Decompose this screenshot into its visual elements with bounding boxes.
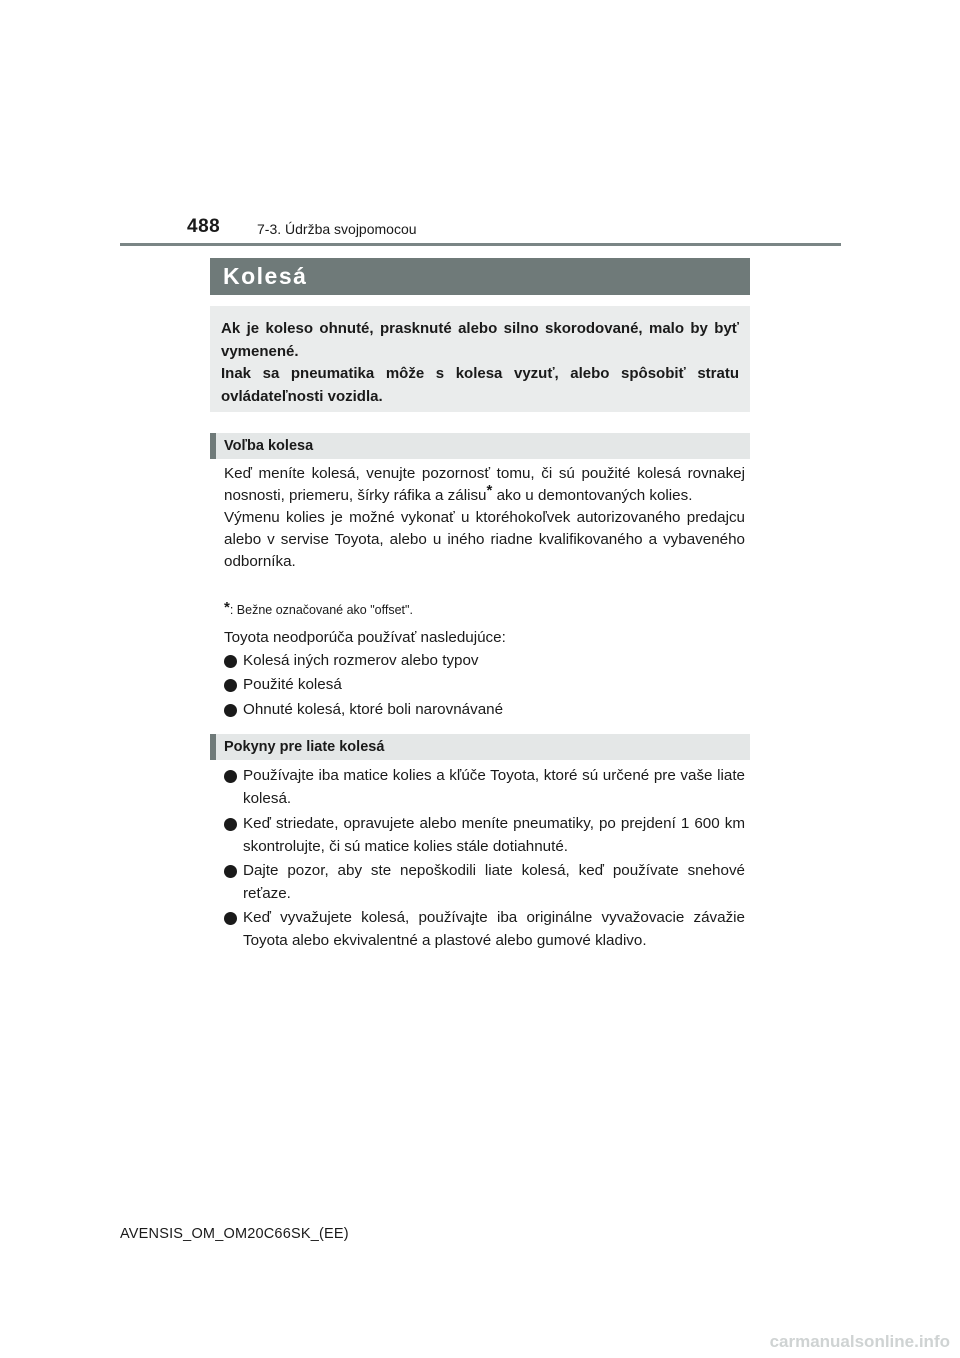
page-header <box>0 0 960 250</box>
list-item <box>224 765 745 810</box>
footnote <box>224 601 413 618</box>
header-divider <box>120 243 841 246</box>
bullet-icon <box>224 655 237 668</box>
bullet-icon <box>224 912 237 925</box>
subsection-heading-wheel-choice: Voľba kolesa <box>210 433 750 459</box>
paragraph-dimensions <box>224 463 745 507</box>
paragraph-dimensions-text: Keď meníte kolesá, venujte pozornosť tomu, či sú použité kolesá rovnakej nosnosti, priemeru, šírky ráfika a zálisu <box>224 465 745 504</box>
bullet-icon <box>224 679 237 692</box>
page-footer-code: AVENSIS_OM_OM20C66SK_(EE) <box>120 1226 349 1242</box>
footnote-marker: * <box>486 482 493 499</box>
intro-box <box>210 306 750 412</box>
list-item <box>224 860 745 905</box>
chapter-title: 7-3. Údržba svojpomocou <box>257 221 417 237</box>
list-item-text: Kolesá iných rozmerov alebo typov <box>243 652 479 669</box>
footnote-star: * <box>224 599 230 616</box>
footnote-text: : Bežne označované ako "offset". <box>229 603 413 617</box>
list-item-text: Keď vyvažujete kolesá, používajte iba originálne vyvažovacie závažie Toyota alebo ekvivalentné a plastové alebo gumové kladivo. <box>243 909 745 949</box>
list-item <box>224 650 745 673</box>
list-item <box>224 674 745 697</box>
list-item <box>224 699 745 722</box>
subsection-heading-alloy-wheels: Pokyny pre liate kolesá <box>210 734 750 760</box>
intro-text-2: Inak sa pneumatika môže s kolesa vyzuť, alebo spôsobiť stratu ovládateľnosti vozidla. <box>221 365 739 405</box>
bullet-icon <box>224 865 237 878</box>
recommendation-lead: Toyota neodporúča používať nasledujúce: <box>224 629 506 646</box>
paragraph-service: Výmenu kolies je možné vykonať u ktoréhokoľvek autorizovaného predajcu alebo v servise Toyota, alebo u iného riadne kvalifikovaného a vybaveného odborníka. <box>224 509 745 570</box>
list-item-text: Použité kolesá <box>243 676 342 693</box>
list-item-text: Keď striedate, opravujete alebo meníte pneumatiky, po prejdení 1 600 km skontrolujte, či sú matice kolies stále dotiahnuté. <box>243 815 745 855</box>
watermark-text: carmanualsonline.info <box>769 1332 950 1351</box>
wheel-choice-paragraph <box>224 463 745 573</box>
list-item-text: Ohnuté kolesá, ktoré boli narovnávané <box>243 701 504 718</box>
list-item <box>224 907 745 952</box>
bullet-icon <box>224 704 237 717</box>
paragraph-dimensions-tail: ako u demontovaných kolies. <box>492 487 693 504</box>
list-item <box>224 813 745 858</box>
intro-text-1: Ak je koleso ohnuté, prasknuté alebo silno skorodované, malo by byť vymenené. <box>221 320 739 360</box>
list-item-text: Dajte pozor, aby ste nepoškodili liate kolesá, keď používate snehové reťaze. <box>243 862 745 902</box>
bullet-icon <box>224 818 237 831</box>
section-title: Kolesá <box>210 258 750 295</box>
page-number: 488 <box>187 216 221 237</box>
bullet-icon <box>224 770 237 783</box>
list-item-text: Používajte iba matice kolies a kľúče Toyota, ktoré sú určené pre vaše liate kolesá. <box>243 767 745 807</box>
